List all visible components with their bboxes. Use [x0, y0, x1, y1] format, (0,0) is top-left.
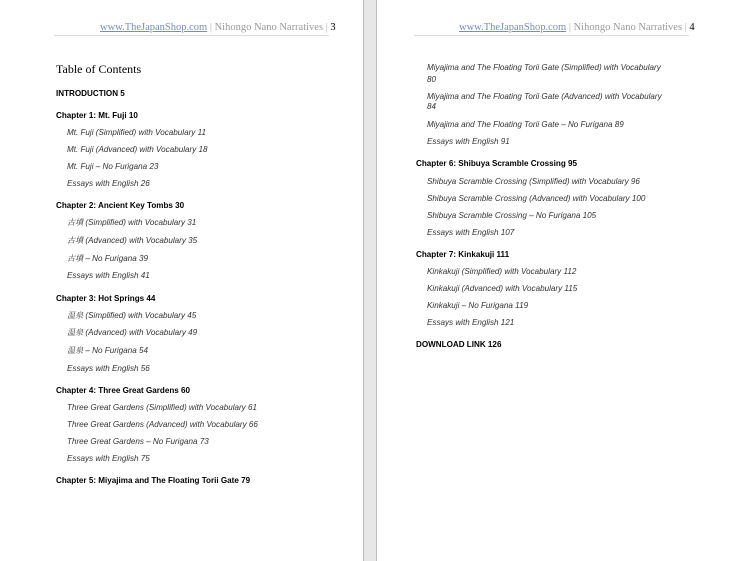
page-number: 3	[330, 22, 336, 33]
toc-subentry[interactable]: Kinkakuji (Simplified) with Vocabulary 112	[427, 267, 577, 276]
toc-chapter-entry[interactable]: Chapter 4: Three Great Gardens 60	[56, 386, 191, 395]
toc-chapter-entry[interactable]: Chapter 6: Shibuya Scramble Crossing 95	[416, 159, 578, 168]
toc-subentry[interactable]: 80	[427, 75, 437, 84]
toc-subentry[interactable]: Kinkakuji (Advanced) with Vocabulary 115	[427, 284, 578, 293]
header-rule	[54, 35, 329, 36]
toc-subentry[interactable]: 84	[427, 102, 437, 111]
header-separator: |	[209, 22, 212, 33]
left-page	[0, 0, 363, 561]
toc-subentry[interactable]: 古墳 (Advanced) with Vocabulary 35	[67, 236, 198, 245]
toc-chapter-entry[interactable]: Chapter 7: Kinkakuji 111	[416, 250, 510, 259]
header-url-link[interactable]: www.TheJapanShop.com	[459, 22, 567, 33]
toc-chapter-entry[interactable]: Chapter 3: Hot Springs 44	[56, 294, 156, 303]
toc-subentry[interactable]: Essays with English 91	[427, 137, 510, 146]
toc-subentry[interactable]: 温泉 (Simplified) with Vocabulary 45	[67, 311, 197, 320]
toc-chapter-entry[interactable]: Chapter 1: Mt. Fuji 10	[56, 111, 138, 120]
toc-subentry[interactable]: Essays with English 26	[67, 179, 150, 188]
toc-subentry[interactable]: 古墳 (Simplified) with Vocabulary 31	[67, 218, 197, 227]
toc-subentry[interactable]: Three Great Gardens – No Furigana 73	[67, 437, 209, 446]
toc-chapter-entry[interactable]: Chapter 2: Ancient Key Tombs 30	[56, 201, 185, 210]
header-separator: |	[568, 22, 571, 33]
toc-subentry[interactable]: Miyajima and The Floating Torii Gate – No Furigana 89	[427, 120, 624, 129]
toc-subentry[interactable]: 温泉 (Advanced) with Vocabulary 49	[67, 328, 198, 337]
toc-subentry[interactable]: Essays with English 56	[67, 364, 150, 373]
toc-subentry[interactable]: Mt. Fuji (Advanced) with Vocabulary 18	[67, 145, 208, 154]
left-page-header	[100, 22, 336, 33]
header-separator: |	[325, 22, 328, 33]
toc-chapter-entry[interactable]: INTRODUCTION 5	[56, 89, 125, 98]
toc-subentry[interactable]: Essays with English 75	[67, 454, 150, 463]
toc-subentry[interactable]: Three Great Gardens (Simplified) with Vocabulary 61	[67, 403, 257, 412]
toc-title: Table of Contents	[56, 62, 142, 76]
toc-chapter-entry[interactable]: Chapter 5: Miyajima and The Floating Torii Gate 79	[56, 476, 251, 485]
toc-subentry[interactable]: Essays with English 121	[427, 318, 515, 327]
toc-subentry[interactable]: Miyajima and The Floating Torii Gate (Simplified) with Vocabulary	[427, 63, 661, 72]
toc-subentry[interactable]: 温泉 – No Furigana 54	[67, 346, 148, 355]
toc-subentry[interactable]: Essays with English 41	[67, 271, 150, 280]
header-url-link[interactable]: www.TheJapanShop.com	[100, 22, 208, 33]
toc-subentry[interactable]: 古墳 – No Furigana 39	[67, 254, 148, 263]
header-separator: |	[684, 22, 687, 33]
toc-subentry[interactable]: Miyajima and The Floating Torii Gate (Advanced) with Vocabulary	[427, 92, 662, 101]
page-gutter	[363, 0, 377, 561]
header-book-title: Nihongo Nano Narratives	[573, 22, 683, 33]
right-page	[377, 0, 742, 561]
right-page-header	[459, 22, 695, 33]
header-book-title: Nihongo Nano Narratives	[214, 22, 324, 33]
toc-subentry[interactable]: Shibuya Scramble Crossing – No Furigana 105	[427, 211, 597, 220]
toc-subentry[interactable]: Mt. Fuji (Simplified) with Vocabulary 11	[67, 128, 206, 137]
toc-subentry[interactable]: Three Great Gardens (Advanced) with Vocabulary 66	[67, 420, 258, 429]
header-rule	[414, 35, 689, 36]
toc-chapter-entry[interactable]: DOWNLOAD LINK 126	[416, 340, 502, 349]
page-number: 4	[689, 22, 695, 33]
toc-subentry[interactable]: Essays with English 107	[427, 228, 515, 237]
toc-subentry[interactable]: Mt. Fuji – No Furigana 23	[67, 162, 159, 171]
toc-subentry[interactable]: Shibuya Scramble Crossing (Advanced) with Vocabulary 100	[427, 194, 646, 203]
toc-subentry[interactable]: Kinkakuji – No Furigana 119	[427, 301, 529, 310]
toc-subentry[interactable]: Shibuya Scramble Crossing (Simplified) with Vocabulary 96	[427, 177, 640, 186]
